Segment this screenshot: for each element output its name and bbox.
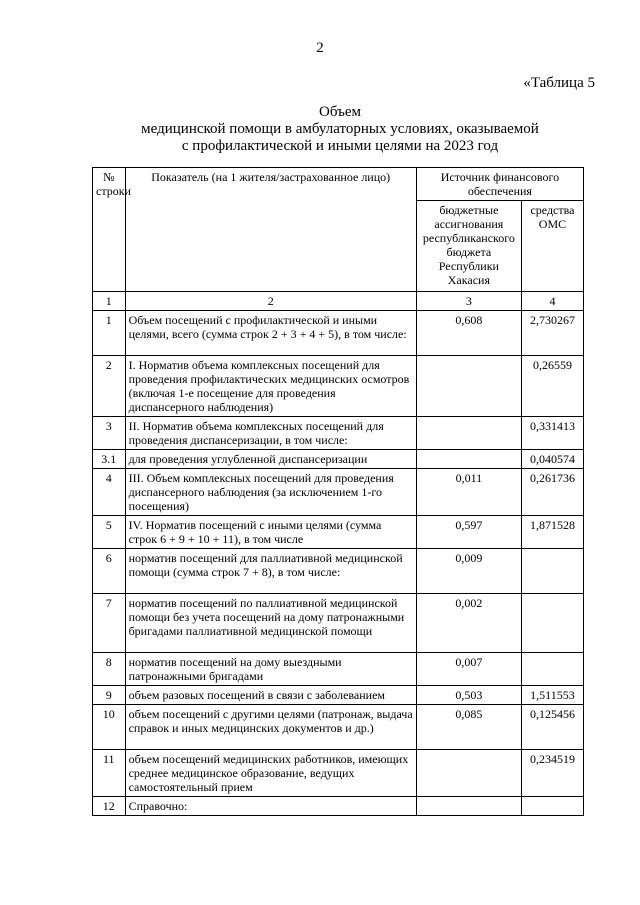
- oms-value: 1,511553: [521, 686, 583, 705]
- table-row: [93, 797, 584, 816]
- indicator-cell: Справочно:: [125, 797, 416, 816]
- budget-value: [416, 356, 521, 417]
- table-row: [93, 594, 584, 653]
- table-row: [93, 549, 584, 594]
- indicator-cell: норматив посещений на дому выездными патронажными бригадами: [125, 653, 416, 686]
- col-number-2: 2: [125, 292, 416, 311]
- title-line-2: медицинской помощи в амбулаторных условиях, оказываемой: [141, 121, 539, 137]
- indicator-cell: III. Объем комплексных посещений для проведения диспансерного наблюдения (за исключением 1-го посещения): [125, 469, 416, 516]
- table-row: [93, 516, 584, 549]
- oms-value: 0,26559: [521, 356, 583, 417]
- row-number: 10: [93, 705, 126, 750]
- row-number: 2: [93, 356, 126, 417]
- title-line-1: Объем: [319, 104, 361, 120]
- indicator-cell: объем посещений с другими целями (патронаж, выдача справок и иных медицинских документов и др.): [125, 705, 416, 750]
- indicator-cell: объем разовых посещений в связи с заболеванием: [125, 686, 416, 705]
- row-number: 4: [93, 469, 126, 516]
- oms-value: [521, 594, 583, 653]
- col-number-3: 3: [416, 292, 521, 311]
- header-oms: средства ОМС: [521, 201, 583, 292]
- table-row: [93, 686, 584, 705]
- table-label: «Таблица 5: [523, 75, 595, 91]
- budget-value: 0,011: [416, 469, 521, 516]
- col-number-1: 1: [93, 292, 126, 311]
- budget-value: 0,007: [416, 653, 521, 686]
- header-budget: бюджетные ассигнования республиканского бюджета Республики Хакасия: [416, 201, 521, 292]
- budget-value: [416, 797, 521, 816]
- header-source: Источник финансового обеспечения: [416, 168, 583, 201]
- oms-value: [521, 797, 583, 816]
- indicator-cell: норматив посещений по паллиативной медицинской помощи без учета посещений на дому патронажными бригадами паллиативной медицинской помощи: [125, 594, 416, 653]
- row-number: 7: [93, 594, 126, 653]
- budget-value: 0,503: [416, 686, 521, 705]
- volume-table: [92, 167, 584, 816]
- oms-value: 0,125456: [521, 705, 583, 750]
- oms-value: 0,261736: [521, 469, 583, 516]
- oms-value: 0,040574: [521, 450, 583, 469]
- budget-value: 0,085: [416, 705, 521, 750]
- oms-value: [521, 549, 583, 594]
- budget-value: [416, 450, 521, 469]
- table-row: [93, 356, 584, 417]
- budget-value: 0,597: [416, 516, 521, 549]
- row-number: 9: [93, 686, 126, 705]
- oms-value: 0,234519: [521, 750, 583, 797]
- page-number: 2: [316, 40, 324, 56]
- header-row-no: № строки: [93, 168, 126, 292]
- table-row: [93, 469, 584, 516]
- row-number: 1: [93, 311, 126, 356]
- table-row: [93, 311, 584, 356]
- indicator-cell: для проведения углубленной диспансеризации: [125, 450, 416, 469]
- header-indicator: Показатель (на 1 жителя/застрахованное лицо): [125, 168, 416, 292]
- budget-value: [416, 417, 521, 450]
- row-number: 8: [93, 653, 126, 686]
- document-title: [60, 104, 620, 155]
- oms-value: [521, 653, 583, 686]
- row-number: 6: [93, 549, 126, 594]
- column-number-row: [93, 292, 584, 311]
- indicator-cell: I. Норматив объема комплексных посещений для проведения профилактических медицинских осмотров (включая 1-е посещение для проведения диспансерного наблюдения): [125, 356, 416, 417]
- oms-value: 1,871528: [521, 516, 583, 549]
- row-number: 3.1: [93, 450, 126, 469]
- indicator-cell: II. Норматив объема комплексных посещений для проведения диспансеризации, в том числе:: [125, 417, 416, 450]
- table-row: [93, 450, 584, 469]
- indicator-cell: Объем посещений с профилактической и иными целями, всего (сумма строк 2 + 3 + 4 + 5), в том числе:: [125, 311, 416, 356]
- indicator-cell: норматив посещений для паллиативной медицинской помощи (сумма строк 7 + 8), в том числе:: [125, 549, 416, 594]
- row-number: 12: [93, 797, 126, 816]
- title-line-3: с профилактической и иными целями на 2023 год: [181, 138, 499, 154]
- budget-value: 0,009: [416, 549, 521, 594]
- oms-value: 2,730267: [521, 311, 583, 356]
- table-row: [93, 705, 584, 750]
- indicator-cell: IV. Норматив посещений с иными целями (сумма строк 6 + 9 + 10 + 11), в том числе: [125, 516, 416, 549]
- table-header-row: [93, 168, 584, 201]
- col-number-4: 4: [521, 292, 583, 311]
- row-number: 3: [93, 417, 126, 450]
- oms-value: 0,331413: [521, 417, 583, 450]
- table-row: [93, 750, 584, 797]
- budget-value: [416, 750, 521, 797]
- row-number: 11: [93, 750, 126, 797]
- budget-value: 0,608: [416, 311, 521, 356]
- row-number: 5: [93, 516, 126, 549]
- table-row: [93, 653, 584, 686]
- indicator-cell: объем посещений медицинских работников, имеющих среднее медицинское образование, ведущих самостоятельный прием: [125, 750, 416, 797]
- budget-value: 0,002: [416, 594, 521, 653]
- table-row: [93, 417, 584, 450]
